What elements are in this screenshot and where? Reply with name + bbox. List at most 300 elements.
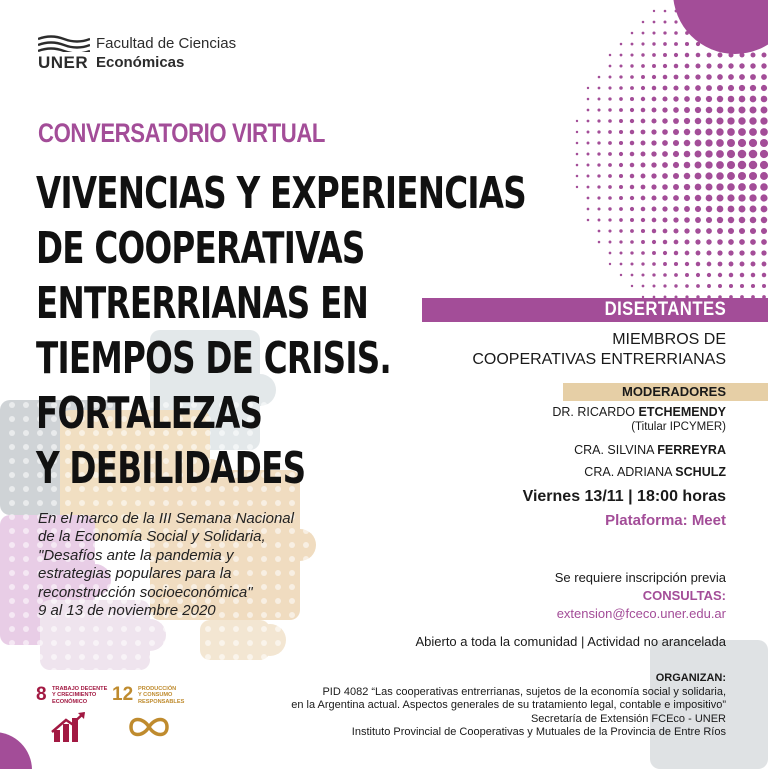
halftone-dot bbox=[619, 86, 623, 90]
halftone-dot bbox=[608, 119, 612, 123]
halftone-dot bbox=[695, 140, 702, 147]
halftone-dot bbox=[662, 129, 668, 135]
texture-dot bbox=[9, 458, 15, 464]
halftone-dot bbox=[760, 183, 768, 191]
halftone-dot bbox=[738, 139, 746, 147]
halftone-dot bbox=[761, 250, 766, 255]
halftone-dot bbox=[630, 152, 635, 157]
halftone-dot bbox=[751, 262, 756, 267]
halftone-dot bbox=[630, 163, 635, 168]
halftone-dot bbox=[620, 263, 623, 266]
halftone-dot bbox=[749, 194, 756, 201]
halftone-dot bbox=[749, 128, 757, 136]
halftone-dot bbox=[739, 74, 745, 80]
halftone-dot bbox=[641, 185, 646, 190]
texture-dot bbox=[149, 654, 155, 660]
texture-dot bbox=[23, 668, 29, 674]
halftone-dot bbox=[608, 218, 611, 221]
halftone-dot bbox=[641, 240, 645, 244]
texture-dot bbox=[121, 654, 127, 660]
texture-dot bbox=[23, 542, 29, 548]
halftone-dot bbox=[727, 150, 735, 158]
halftone-dot bbox=[716, 150, 724, 158]
halftone-dot bbox=[706, 206, 712, 212]
moderator-1-title: DR. RICARDO bbox=[552, 405, 639, 419]
halftone-dot bbox=[630, 119, 634, 123]
moderator-1-role: (Titular IPCYMER) bbox=[631, 421, 726, 433]
halftone-dot bbox=[717, 74, 723, 80]
halftone-dot bbox=[706, 118, 713, 125]
halftone-dot bbox=[760, 128, 768, 136]
halftone-dot bbox=[673, 129, 679, 135]
halftone-dot bbox=[706, 85, 712, 91]
texture-dot bbox=[23, 556, 29, 562]
halftone-dot bbox=[587, 109, 590, 112]
halftone-dot bbox=[652, 75, 656, 79]
texture-dot bbox=[191, 500, 197, 506]
texture-dot bbox=[303, 640, 309, 646]
halftone-dot bbox=[651, 118, 656, 123]
halftone-dot bbox=[739, 250, 744, 255]
halftone-dot bbox=[652, 64, 656, 68]
halftone-dot bbox=[705, 183, 712, 190]
audience-note: Abierto a toda la comunidad | Actividad no arancelada bbox=[415, 634, 726, 649]
halftone-dot bbox=[685, 53, 689, 57]
halftone-dot bbox=[717, 217, 723, 223]
moderator-3-title: CRA. ADRIANA bbox=[584, 465, 676, 479]
halftone-dot bbox=[598, 230, 601, 233]
halftone-dot bbox=[609, 241, 612, 244]
halftone-dot bbox=[662, 151, 668, 157]
halftone-dot bbox=[760, 194, 767, 201]
puzzle-knob bbox=[254, 624, 286, 656]
halftone-dot bbox=[728, 85, 734, 91]
organizer-line: Instituto Provincial de Cooperativas y Mutuales de la Provincia de Entre Ríos bbox=[351, 726, 726, 739]
halftone-dot bbox=[641, 273, 644, 276]
halftone-dot bbox=[717, 206, 724, 213]
halftone-dot bbox=[663, 42, 667, 46]
logo-faculty-line2: Económicas bbox=[96, 54, 185, 71]
halftone-dot bbox=[750, 228, 756, 234]
texture-dot bbox=[261, 668, 267, 674]
halftone-dot bbox=[739, 239, 745, 245]
halftone-dot bbox=[587, 153, 590, 156]
halftone-dot bbox=[587, 164, 590, 167]
halftone-dot bbox=[749, 106, 756, 113]
halftone-dot bbox=[717, 239, 723, 245]
texture-dot bbox=[261, 640, 267, 646]
halftone-dot bbox=[685, 240, 690, 245]
texture-dot bbox=[9, 612, 15, 618]
halftone-dot bbox=[738, 172, 746, 180]
texture-dot bbox=[107, 500, 113, 506]
halftone-dot bbox=[652, 108, 657, 113]
halftone-dot bbox=[597, 119, 600, 122]
halftone-dot bbox=[740, 284, 744, 288]
sdg-8-badge bbox=[36, 684, 108, 754]
organizer-line: PID 4082 “Las cooperativas entrerrianas, sujetos de la economía social y solidaria, bbox=[322, 685, 726, 698]
halftone-dot bbox=[760, 150, 768, 158]
halftone-dot bbox=[641, 218, 645, 222]
halftone-dot bbox=[641, 152, 646, 157]
halftone-dot bbox=[630, 251, 633, 254]
halftone-dot bbox=[706, 239, 711, 244]
halftone-dot bbox=[761, 239, 767, 245]
halftone-dot bbox=[652, 262, 656, 266]
halftone-dot bbox=[651, 151, 656, 156]
halftone-dot bbox=[641, 207, 646, 212]
halftone-dot bbox=[652, 31, 655, 34]
halftone-dot bbox=[619, 108, 623, 112]
halftone-dot bbox=[630, 86, 634, 90]
texture-dot bbox=[219, 640, 225, 646]
halftone-dot bbox=[662, 195, 667, 200]
halftone-dot bbox=[717, 228, 723, 234]
halftone-dot bbox=[597, 163, 600, 166]
halftone-dot bbox=[761, 217, 767, 223]
texture-dot bbox=[303, 570, 309, 576]
texture-dot bbox=[121, 640, 127, 646]
halftone-dot bbox=[739, 96, 746, 103]
halftone-dot bbox=[717, 250, 722, 255]
title-line: ENTRERRIANAS EN bbox=[36, 278, 369, 329]
sdg-12-label-line: RESPONSABLES bbox=[138, 698, 185, 705]
halftone-dot bbox=[652, 53, 656, 57]
halftone-dot bbox=[750, 217, 757, 224]
texture-dot bbox=[93, 500, 99, 506]
halftone-dot bbox=[718, 53, 723, 58]
texture-dot bbox=[93, 654, 99, 660]
texture-dot bbox=[163, 668, 169, 674]
inquiries-email-link[interactable]: extension@fceco.uner.edu.ar bbox=[556, 606, 726, 621]
halftone-dot bbox=[674, 251, 678, 255]
halftone-dot bbox=[707, 53, 712, 58]
texture-dot bbox=[23, 402, 29, 408]
halftone-dot bbox=[641, 130, 646, 135]
halftone-dot bbox=[619, 75, 622, 78]
halftone-dot bbox=[749, 117, 756, 124]
halftone-dot bbox=[619, 185, 623, 189]
halftone-dot bbox=[717, 85, 723, 91]
texture-dot bbox=[275, 626, 281, 632]
halftone-dot bbox=[598, 98, 601, 101]
halftone-dot bbox=[685, 284, 689, 288]
texture-dot bbox=[261, 500, 267, 506]
halftone-dot bbox=[641, 119, 646, 124]
halftone-dot bbox=[641, 174, 646, 179]
halftone-dot bbox=[762, 273, 766, 277]
halftone-dot bbox=[750, 239, 756, 245]
texture-dot bbox=[65, 500, 71, 506]
halftone-dot bbox=[673, 140, 679, 146]
halftone-dot bbox=[706, 195, 713, 202]
texture-dot bbox=[303, 514, 309, 520]
halftone-dot bbox=[608, 196, 612, 200]
halftone-dot bbox=[762, 53, 767, 58]
halftone-dot bbox=[641, 196, 646, 201]
halftone-dot bbox=[718, 273, 722, 277]
context-line: de la Economía Social y Solidaria, bbox=[38, 528, 266, 546]
texture-dot bbox=[37, 500, 43, 506]
halftone-dot bbox=[641, 97, 645, 101]
halftone-dot bbox=[630, 108, 634, 112]
context-line: estrategias populares para la bbox=[38, 565, 232, 583]
halftone-dot bbox=[653, 21, 656, 24]
halftone-dot bbox=[597, 207, 600, 210]
halftone-dot bbox=[749, 183, 757, 191]
halftone-dot bbox=[619, 240, 622, 243]
texture-dot bbox=[289, 654, 295, 660]
halftone-dot bbox=[641, 75, 645, 79]
halftone-dot bbox=[705, 161, 712, 168]
halftone-dot bbox=[750, 206, 757, 213]
texture-dot bbox=[9, 430, 15, 436]
halftone-dot bbox=[663, 64, 667, 68]
texture-dot bbox=[79, 500, 85, 506]
halftone-dot bbox=[641, 64, 645, 68]
texture-dot bbox=[9, 556, 15, 562]
logo-university-name: UNER bbox=[38, 53, 89, 72]
texture-dot bbox=[163, 640, 169, 646]
halftone-dot bbox=[587, 131, 590, 134]
halftone-dot bbox=[729, 284, 733, 288]
halftone-dot bbox=[662, 217, 667, 222]
halftone-dot bbox=[716, 128, 723, 135]
halftone-dot bbox=[739, 85, 745, 91]
texture-dot bbox=[107, 654, 113, 660]
texture-dot bbox=[37, 626, 43, 632]
halftone-dot bbox=[674, 42, 678, 46]
halftone-dot bbox=[705, 139, 712, 146]
halftone-dot bbox=[587, 120, 590, 123]
halftone-dot bbox=[663, 251, 667, 255]
texture-dot bbox=[163, 654, 169, 660]
halftone-dot bbox=[619, 64, 622, 67]
halftone-dot bbox=[608, 185, 612, 189]
halftone-dot bbox=[706, 228, 712, 234]
texture-dot bbox=[65, 668, 71, 674]
texture-dot bbox=[205, 668, 211, 674]
halftone-dot bbox=[663, 86, 668, 91]
halftone-dot bbox=[695, 107, 701, 113]
halftone-dot bbox=[705, 172, 712, 179]
texture-dot bbox=[261, 626, 267, 632]
sdg-8-label-line: ECONÓMICO bbox=[52, 698, 88, 705]
organizer-line: Secretaría de Extensión FCEco - UNER bbox=[530, 712, 726, 725]
halftone-dot bbox=[716, 172, 724, 180]
halftone-dot bbox=[631, 32, 634, 35]
halftone-dot bbox=[642, 21, 645, 24]
texture-dot bbox=[303, 654, 309, 660]
halftone-dot bbox=[695, 118, 702, 125]
texture-dot bbox=[247, 500, 253, 506]
texture-dot bbox=[247, 654, 253, 660]
halftone-dot bbox=[630, 262, 633, 265]
texture-dot bbox=[135, 654, 141, 660]
sdg-8-label-line: Y CRECIMIENTO bbox=[52, 692, 97, 699]
halftone-dot bbox=[760, 172, 768, 180]
halftone-dot bbox=[663, 284, 666, 287]
halftone-dot bbox=[663, 273, 667, 277]
halftone-dot bbox=[630, 64, 633, 67]
texture-dot bbox=[51, 626, 57, 632]
halftone-dot bbox=[696, 251, 701, 256]
texture-dot bbox=[135, 668, 141, 674]
halftone-dot bbox=[684, 195, 690, 201]
halftone-dot bbox=[685, 262, 689, 266]
halftone-dot bbox=[619, 141, 623, 145]
halftone-dot bbox=[728, 63, 733, 68]
halftone-dot bbox=[663, 229, 668, 234]
context-line: 9 al 13 de noviembre 2020 bbox=[38, 602, 216, 620]
halftone-dot bbox=[619, 174, 623, 178]
halftone-dot bbox=[727, 172, 735, 180]
event-context bbox=[38, 510, 294, 620]
sdg-12-label bbox=[138, 686, 184, 705]
halftone-dot bbox=[685, 273, 689, 277]
halftone-dot bbox=[608, 229, 611, 232]
organizers-heading: ORGANIZAN: bbox=[655, 672, 726, 684]
halftone-dot bbox=[684, 206, 690, 212]
halftone-dot bbox=[652, 218, 657, 223]
sdg-8-number: 8 bbox=[36, 684, 47, 705]
texture-dot bbox=[303, 612, 309, 618]
texture-dot bbox=[65, 640, 71, 646]
texture-dot bbox=[149, 500, 155, 506]
halftone-dot bbox=[738, 150, 747, 159]
halftone-dot bbox=[695, 195, 701, 201]
texture-dot bbox=[205, 640, 211, 646]
halftone-dot bbox=[696, 273, 700, 277]
halftone-dot bbox=[576, 142, 579, 145]
halftone-dot bbox=[738, 117, 745, 124]
wave-lines-icon bbox=[38, 34, 90, 52]
halftone-dot bbox=[642, 32, 645, 35]
title-line: TIEMPOS DE CRISIS. bbox=[36, 333, 392, 384]
texture-dot bbox=[107, 640, 113, 646]
texture-dot bbox=[121, 626, 127, 632]
texture-dot bbox=[9, 472, 15, 478]
halftone-dot bbox=[706, 96, 712, 102]
halftone-dot bbox=[718, 284, 722, 288]
moderator-1-surname: ETCHEMENDY bbox=[638, 405, 726, 419]
halftone-dot bbox=[630, 218, 634, 222]
halftone-dot bbox=[630, 174, 635, 179]
registration-note: Se requiere inscripción previa bbox=[554, 570, 726, 585]
halftone-dot bbox=[749, 150, 758, 159]
texture-dot bbox=[37, 668, 43, 674]
moderator-2-surname: FERREYRA bbox=[657, 443, 726, 457]
halftone-dot bbox=[608, 207, 611, 210]
halftone-dot bbox=[684, 140, 691, 147]
halftone-dot bbox=[609, 65, 612, 68]
halftone-dot bbox=[652, 240, 656, 244]
halftone-dot bbox=[705, 150, 712, 157]
halftone-dot bbox=[597, 130, 600, 133]
halftone-dot bbox=[673, 107, 679, 113]
texture-dot bbox=[9, 542, 15, 548]
halftone-dot bbox=[587, 186, 590, 189]
texture-dot bbox=[23, 612, 29, 618]
halftone-dot bbox=[705, 128, 712, 135]
halftone-dot bbox=[630, 185, 634, 189]
halftone-dot bbox=[598, 219, 601, 222]
event-title bbox=[36, 166, 526, 496]
halftone-dot bbox=[609, 76, 612, 79]
halftone-dot bbox=[695, 206, 701, 212]
sdg-12-label-line: Y CONSUMO bbox=[138, 692, 173, 699]
texture-dot bbox=[219, 626, 225, 632]
texture-dot bbox=[247, 626, 253, 632]
title-line: FORTALEZAS bbox=[36, 388, 263, 439]
halftone-dot bbox=[619, 229, 622, 232]
halftone-dot bbox=[619, 163, 623, 167]
halftone-dot bbox=[597, 185, 600, 188]
event-kicker: CONVERSATORIO VIRTUAL bbox=[38, 118, 326, 148]
halftone-dot bbox=[619, 130, 623, 134]
sdg-12-number: 12 bbox=[112, 684, 134, 705]
moderators-list bbox=[552, 404, 726, 480]
halftone-dot bbox=[684, 162, 691, 169]
texture-dot bbox=[275, 640, 281, 646]
speakers-text bbox=[472, 330, 726, 370]
halftone-dot bbox=[641, 141, 646, 146]
halftone-dot bbox=[685, 64, 690, 69]
halftone-dot bbox=[761, 107, 768, 114]
halftone-dot bbox=[652, 97, 657, 102]
halftone-dot bbox=[597, 108, 600, 111]
halftone-dot bbox=[608, 163, 612, 167]
halftone-dot bbox=[664, 10, 667, 13]
texture-dot bbox=[121, 500, 127, 506]
halftone-dot bbox=[762, 262, 767, 267]
halftone-dot bbox=[674, 75, 679, 80]
texture-dot bbox=[135, 626, 141, 632]
halftone-dot bbox=[576, 120, 578, 122]
halftone-dot bbox=[761, 228, 767, 234]
halftone-dot bbox=[651, 129, 656, 134]
texture-dot bbox=[303, 584, 309, 590]
texture-dot bbox=[23, 584, 29, 590]
halftone-dot bbox=[717, 107, 724, 114]
moderators-heading-band bbox=[563, 383, 768, 401]
texture-dot bbox=[177, 626, 183, 632]
texture-dot bbox=[233, 500, 239, 506]
halftone-dot bbox=[750, 85, 756, 91]
halftone-dot bbox=[695, 228, 701, 234]
halftone-dot bbox=[684, 107, 690, 113]
halftone-dot bbox=[598, 76, 601, 79]
halftone-dot bbox=[695, 162, 702, 169]
halftone-dot bbox=[739, 217, 746, 224]
texture-dot bbox=[23, 458, 29, 464]
texture-dot bbox=[275, 668, 281, 674]
puzzle-knob bbox=[134, 619, 166, 651]
texture-dot bbox=[23, 514, 29, 520]
texture-dot bbox=[9, 598, 15, 604]
texture-dot bbox=[289, 640, 295, 646]
halftone-dot bbox=[662, 184, 668, 190]
halftone-dot bbox=[673, 173, 679, 179]
halftone-dot bbox=[739, 63, 744, 68]
texture-dot bbox=[51, 500, 57, 506]
halftone-dot bbox=[716, 139, 724, 147]
texture-dot bbox=[79, 640, 85, 646]
texture-dot bbox=[233, 668, 239, 674]
texture-dot bbox=[303, 528, 309, 534]
texture-dot bbox=[205, 626, 211, 632]
halftone-dot bbox=[652, 251, 656, 255]
